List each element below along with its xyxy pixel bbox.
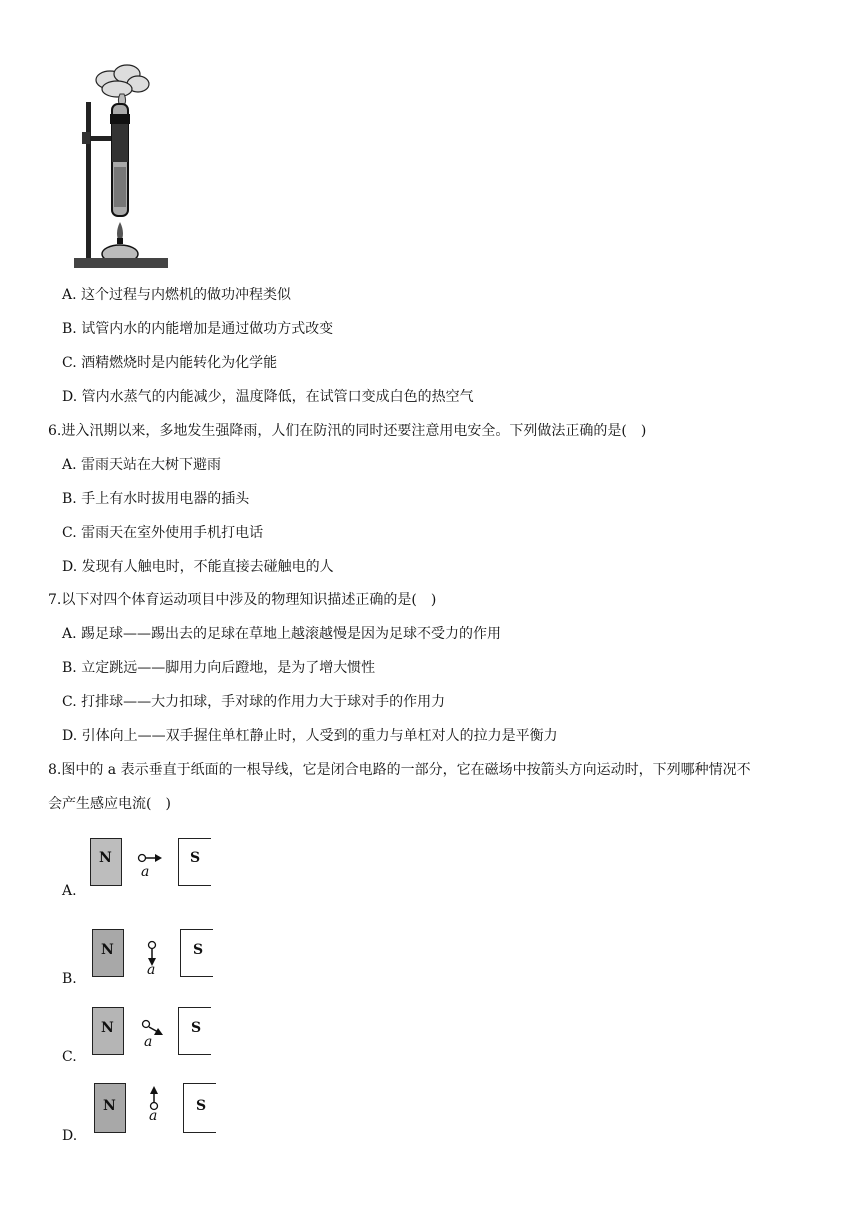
q6-option-d: D. 发现有人触电时，不能直接去碰触电的人 <box>62 559 334 575</box>
q7-stem: 7.以下对四个体育运动项目中涉及的物理知识描述正确的是( ) <box>48 592 437 608</box>
q6-option-a: A. 雷雨天站在大树下避雨 <box>62 457 222 473</box>
q6-option-c: C. 雷雨天在室外使用手机打电话 <box>62 525 264 541</box>
test-tube-heating-figure <box>72 62 172 272</box>
wire-label: a <box>149 1108 158 1124</box>
south-pole-label: S <box>196 1098 207 1114</box>
q6-option-b: B. 手上有水时拔用电器的插头 <box>62 491 250 507</box>
q5-option-b: B. 试管内水的内能增加是通过做功方式改变 <box>62 321 334 337</box>
north-pole-label: N <box>101 1020 114 1036</box>
q8-stem-line2: 会产生感应电流( ) <box>48 796 171 812</box>
wire-label: a <box>141 864 150 880</box>
north-pole-label: N <box>99 850 112 866</box>
north-pole-label: N <box>101 942 114 958</box>
wire-label: a <box>147 962 156 978</box>
q5-option-d: D. 管内水蒸气的内能减少，温度降低，在试管口变成白色的热空气 <box>62 389 474 405</box>
q7-option-c: C. 打排球——大力扣球，手对球的作用力大于球对手的作用力 <box>62 694 446 710</box>
q5-option-c: C. 酒精燃烧时是内能转化为化学能 <box>62 355 278 371</box>
wire-label: a <box>144 1034 153 1050</box>
south-pole-label: S <box>190 850 201 866</box>
q7-option-b: B. 立定跳远——脚用力向后蹬地，是为了增大惯性 <box>62 660 376 676</box>
q5-option-a: A. 这个过程与内燃机的做功冲程类似 <box>62 287 292 303</box>
q7-option-a: A. 踢足球——踢出去的足球在草地上越滚越慢是因为足球不受力的作用 <box>62 626 502 642</box>
q7-option-d: D. 引体向上——双手握住单杠静止时，人受到的重力与单杠对人的拉力是平衡力 <box>62 728 558 744</box>
q8-stem-line1: 8.图中的 a 表示垂直于纸面的一根导线，它是闭合电路的一部分，它在磁场中按箭头方向运动时，下列哪种情况不 <box>48 762 751 778</box>
q8-option-a-label: A. <box>62 883 77 899</box>
q8-option-c-label: C. <box>62 1049 77 1065</box>
south-pole-label: S <box>191 1020 202 1036</box>
north-pole-label: N <box>103 1098 116 1114</box>
q6-stem: 6.进入汛期以来，多地发生强降雨，人们在防汛的同时还要注意用电安全。下列做法正确的是( ) <box>48 423 647 439</box>
south-pole-label: S <box>193 942 204 958</box>
q8-option-d-label: D. <box>62 1128 78 1144</box>
q8-option-b-label: B. <box>62 971 77 987</box>
